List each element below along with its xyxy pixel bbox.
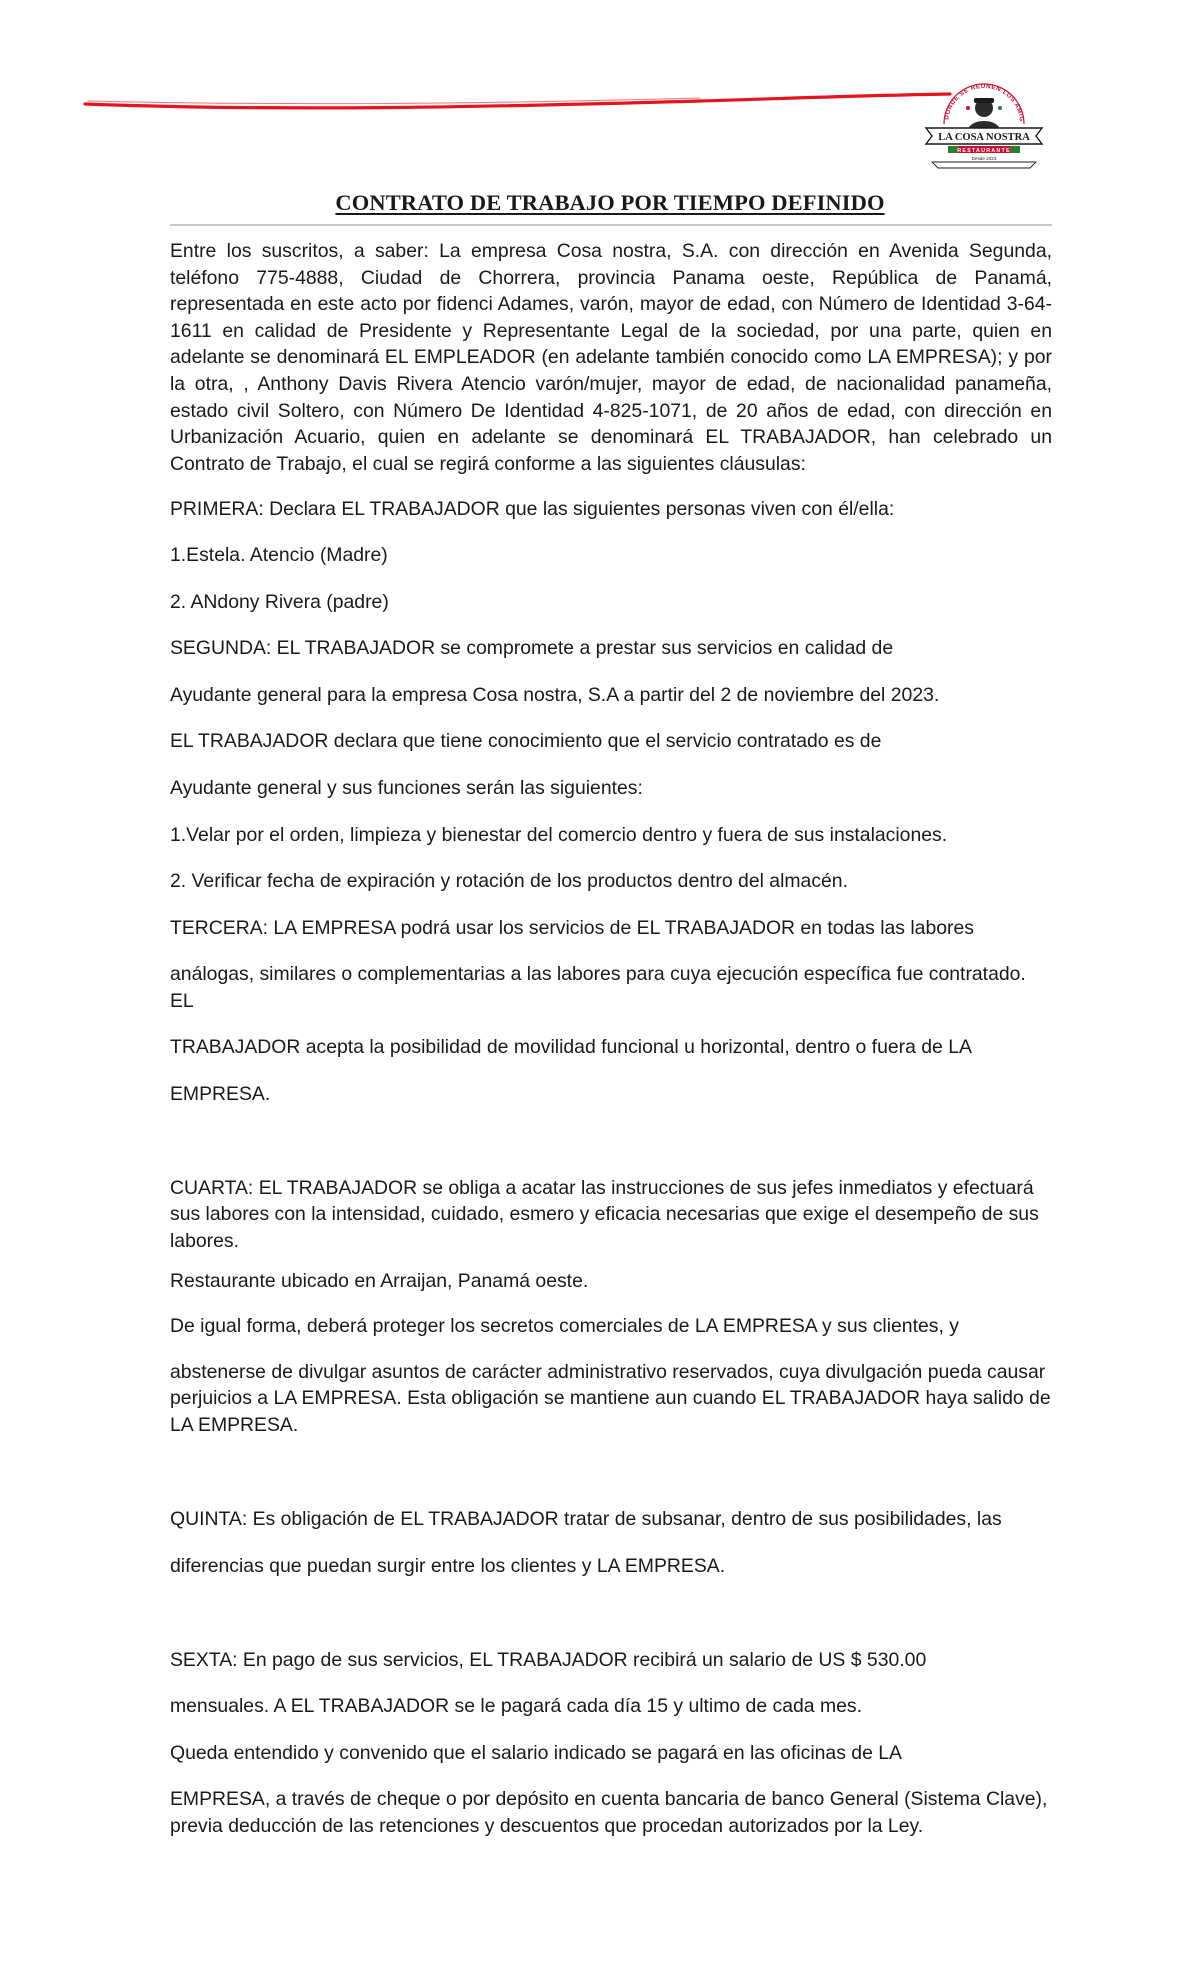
- intro-paragraph: Entre los suscritos, a saber: La empresa Cosa nostra, S.A. con dirección en Avenida Segunda, teléfono 775-4888, Ciudad de Chorrera, provincia Panama oeste, República de Panamá, representada en este acto por fidenci Adames, varón, mayor de edad, con Número de Identidad 3-64-1611 en calidad de Presidente y Representante Legal de la sociedad, por una parte, quien en adelante se denominará EL EMPLEADOR (en adelante también conocido como LA EMPRESA); y por la otra, , Anthony Davis Rivera Atencio varón/mujer, mayor de edad, de nacionalidad panameña, estado civil Soltero, con Número De Identidad 4-825-1071, de 20 años de edad, con dirección en Urbanización Acuario, quien en adelante se denominará EL TRABAJADOR, han celebrado un Contrato de Trabajo, el cual se regirá conforme a las siguientes cláusulas:: [170, 240, 1052, 475]
- clause-quinta: QUINTA: Es obligación de EL TRABAJADOR tratar de subsanar, dentro de sus posibilidades, las: [170, 1508, 1002, 1531]
- company-logo: [918, 78, 1050, 170]
- clause-primera: PRIMERA: Declara EL TRABAJADOR que las siguientes personas viven con él/ella:: [170, 498, 895, 521]
- clause-quinta-end: diferencias que puedan surgir entre los clientes y LA EMPRESA.: [170, 1555, 726, 1577]
- svg-text:DONDE SE REUNEN LOS AMIGOS: DONDE SE REUNEN LOS AMIG: [943, 82, 1026, 123]
- clause-tercera: TERCERA: LA EMPRESA podrá usar los servicios de EL TRABAJADOR en todas las labores: [170, 916, 974, 939]
- clause-cuarta: CUARTA: EL TRABAJADOR se obliga a acatar las instrucciones de sus jefes inmediatos y efectuará sus labores con la intensidad, cuidado, esmero y eficacia necesarias que exige el desempeño de sus labores.: [170, 1176, 1039, 1252]
- clause-segunda-knowledge: EL TRABAJADOR declara que tiene conocimiento que el servicio contratado es de: [170, 730, 882, 753]
- document-body: [170, 238, 1052, 1840]
- clause-tercera-scope: análogas, similares o complementarias a las labores para cuya ejecución específica fue contratado. EL: [170, 963, 1026, 1012]
- function-item-1: 1.Velar por el orden, limpieza y bienestar del comercio dentro y fuera de sus instalaciones.: [170, 823, 948, 846]
- clause-cuarta-confidentiality: abstenerse de divulgar asuntos de carácter administrativo reservados, cuya divulgación pueda causar perjuicios a LA EMPRESA. Esta obligación se mantiene aun cuando EL TRABAJADOR haya salido de LA EMPRESA.: [170, 1360, 1051, 1436]
- clause-segunda-functions: Ayudante general y sus funciones serán las siguientes:: [170, 776, 643, 799]
- function-item-2: 2. Verificar fecha de expiración y rotación de los productos dentro del almacén.: [170, 870, 848, 893]
- logo-emblem: [918, 78, 1050, 170]
- svg-text:LA COSA NOSTRA: LA COSA NOSTRA: [938, 132, 1030, 143]
- clause-cuarta-secrets: De igual forma, deberá proteger los secretos comerciales de LA EMPRESA y sus clientes, y: [170, 1315, 959, 1338]
- title-divider: [170, 224, 1052, 226]
- clause-tercera-end: EMPRESA.: [170, 1083, 271, 1106]
- dependent-item-1: 1.Estela. Atencio (Madre): [170, 543, 388, 566]
- clause-sexta-payment-place: Queda entendido y convenido que el salario indicado se pagará en las oficinas de LA: [170, 1741, 902, 1764]
- clause-sexta: SEXTA: En pago de sus servicios, EL TRABAJADOR recibirá un salario de US $ 530.00: [170, 1648, 927, 1671]
- clause-segunda: SEGUNDA: EL TRABAJADOR se compromete a prestar sus servicios en calidad de: [170, 637, 894, 660]
- clause-sexta-schedule: mensuales. A EL TRABAJADOR se le pagará cada día 15 y ultimo de cada mes.: [170, 1695, 862, 1718]
- clause-sexta-payment-method: EMPRESA, a través de cheque o por depósito en cuenta bancaria de banco General (Sistema Clave), previa deducción de las retenciones y descuentos que procedan autorizados por la Ley.: [170, 1788, 1048, 1837]
- workplace-location: Restaurante ubicado en Arraijan, Panamá oeste.: [170, 1270, 589, 1293]
- document-title: CONTRATO DE TRABAJO POR TIEMPO DEFINIDO: [335, 190, 885, 215]
- svg-text:Desde 2023: Desde 2023: [971, 156, 997, 161]
- svg-text:RESTAURANTE: RESTAURANTE: [957, 148, 1011, 154]
- dependent-item-2: 2. ANdony Rivera (padre): [170, 590, 389, 613]
- clause-segunda-position: Ayudante general para la empresa Cosa nostra, S.A a partir del 2 de noviembre del 2023.: [170, 683, 940, 706]
- clause-tercera-mobility: TRABAJADOR acepta la posibilidad de movilidad funcional u horizontal, dentro o fuera de LA: [170, 1036, 972, 1059]
